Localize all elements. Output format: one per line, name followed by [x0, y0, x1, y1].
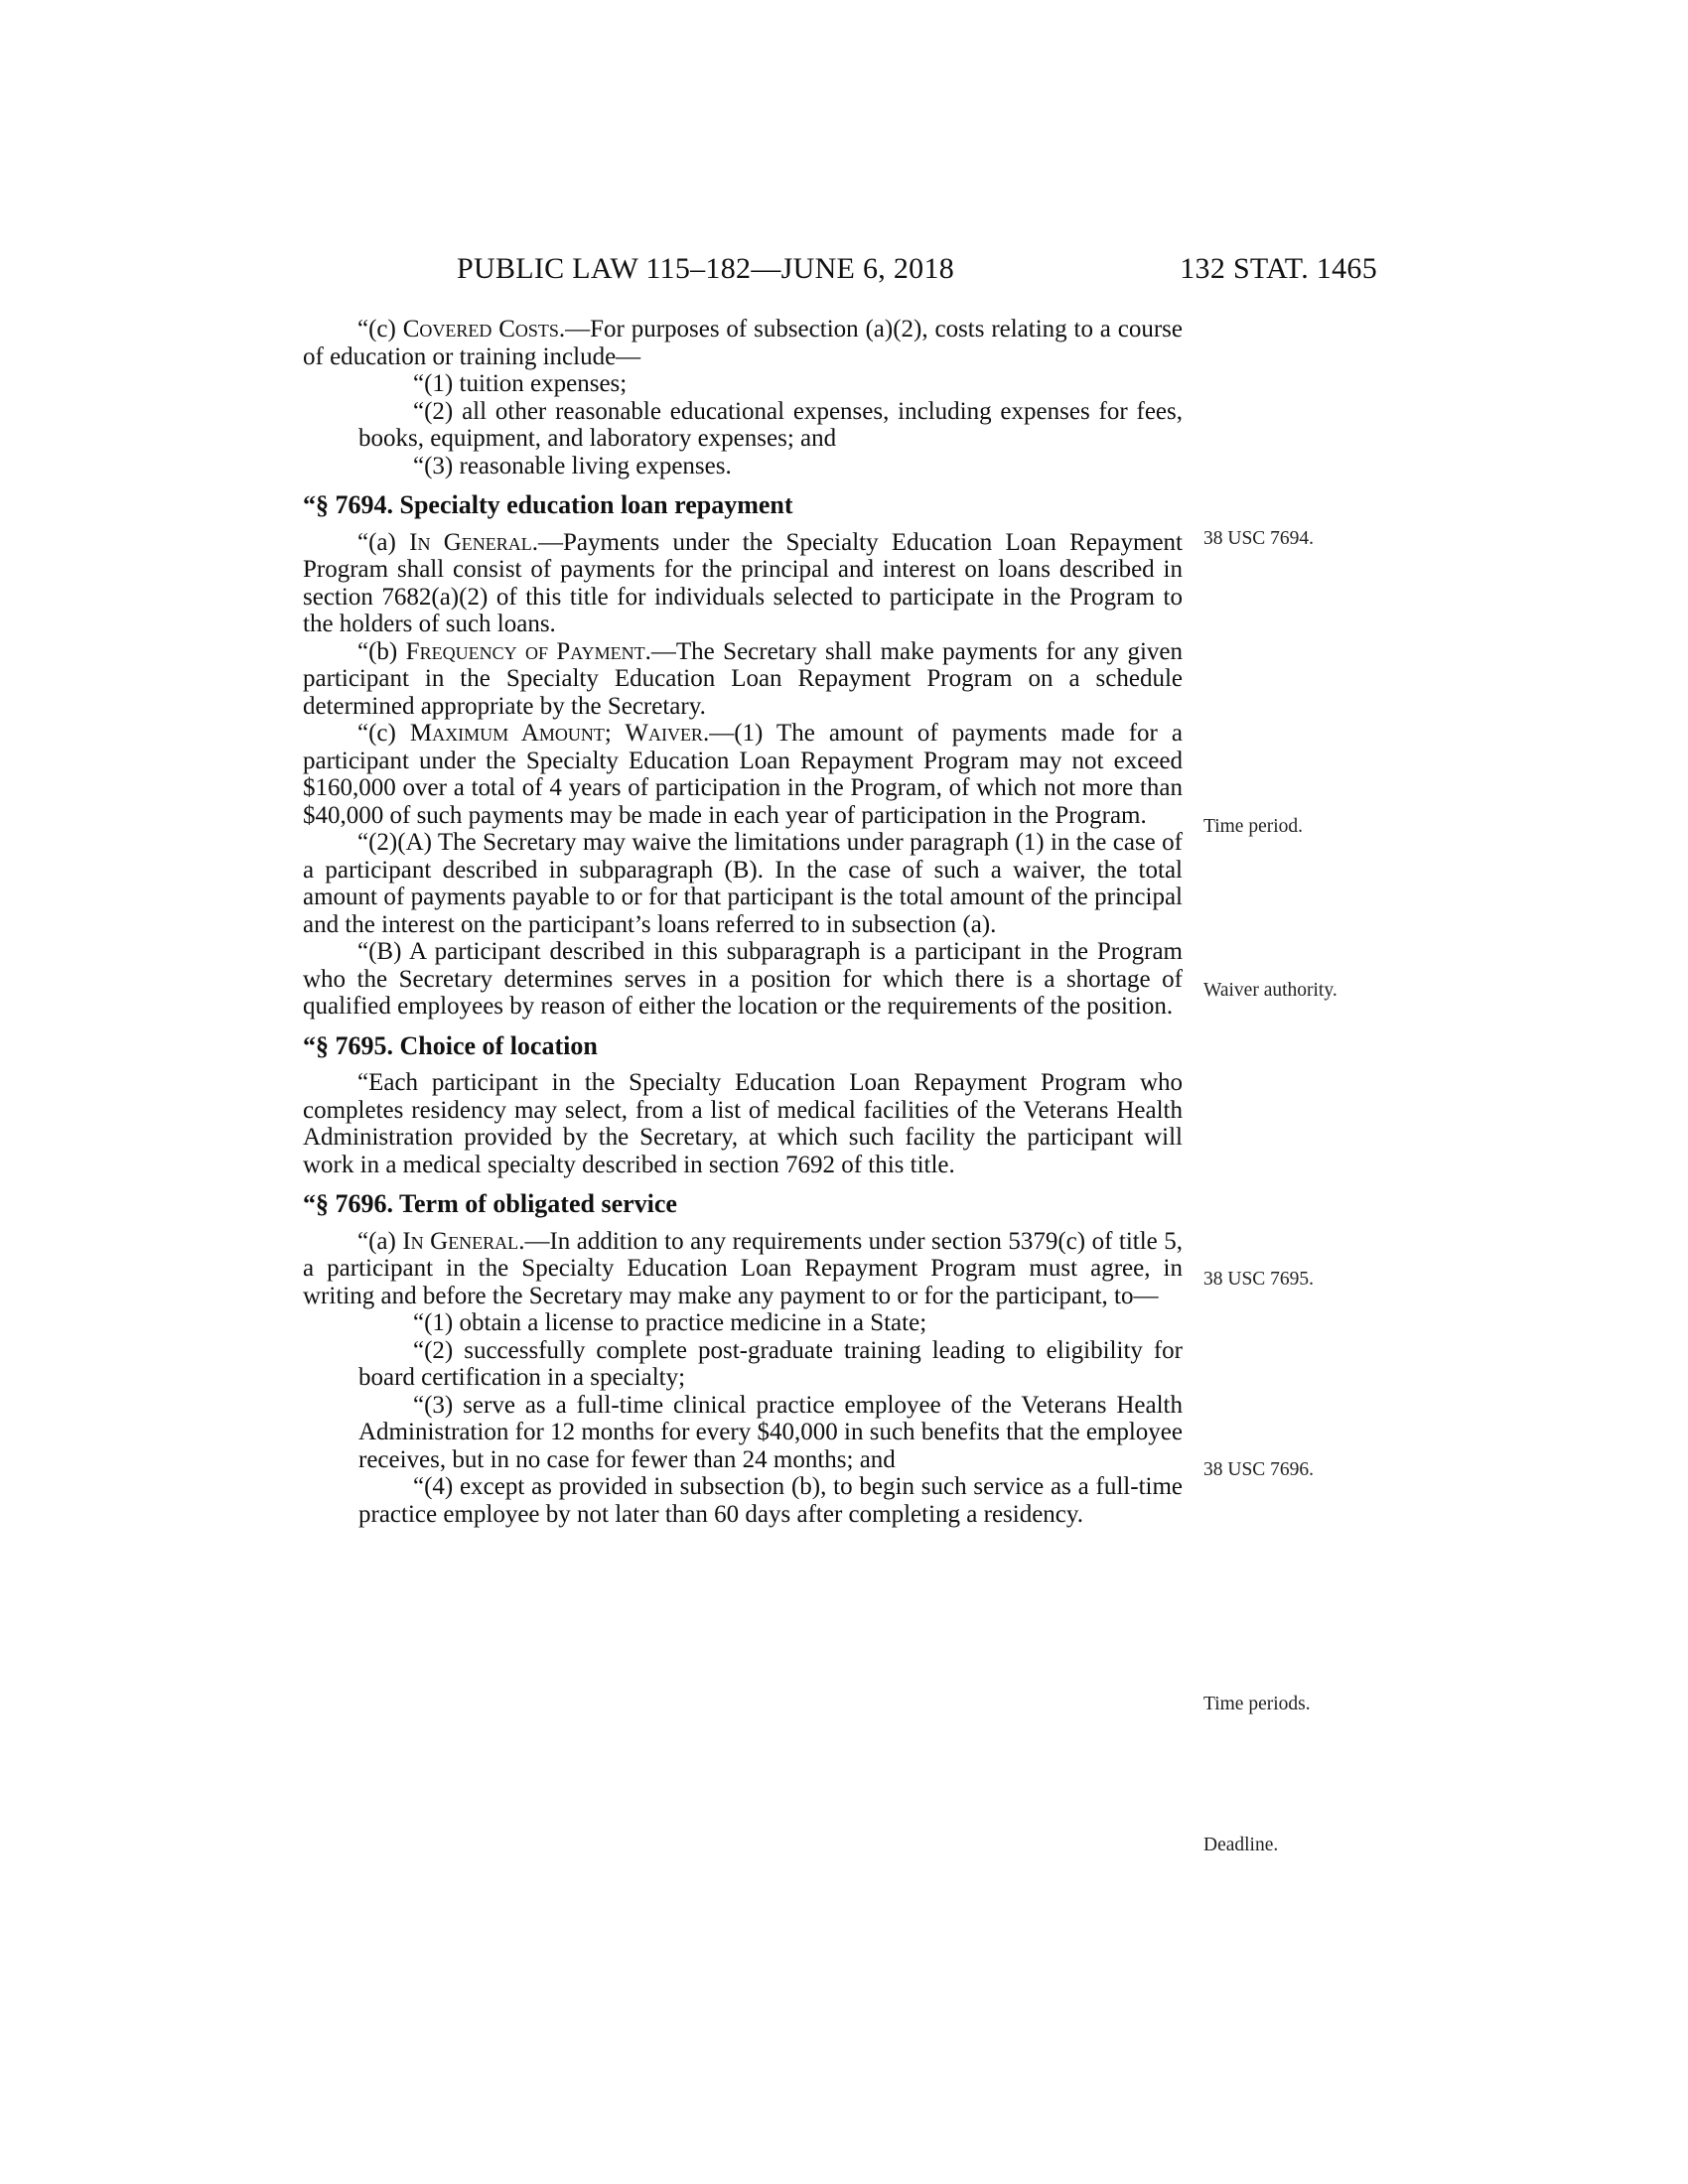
running-header — [303, 252, 1377, 292]
statute-body — [303, 316, 1183, 1528]
margin-note-time-periods: Time periods. — [1203, 1694, 1311, 1714]
caption-frequency-of-payment: Frequency of Payment — [405, 637, 645, 665]
list-item: “(1) obtain a license to practice medicine in a State; — [413, 1309, 927, 1336]
paragraph-7694-a: “(a) In General.—Payments under the Specialty Education Loan Repayment Program shall consist of payments for the principal and interest on loans described in section 7682(a)(2) of this title for individuals selected to participate in the Program to the holders of such loans. — [303, 528, 1183, 637]
margin-note-usc-7694: 38 USC 7694. — [1203, 528, 1315, 549]
paragraph-7695: “Each participant in the Specialty Education Loan Repayment Program who completes residency may select, from a list of medical facilities of the Veterans Health Administration provided by the Secretary, at which such facility the participant will work in a medical specialty described in section 7692 of this title. — [303, 1069, 1183, 1178]
section-heading-7694: “§ 7694. Specialty education loan repayment — [303, 490, 793, 519]
margin-note-deadline: Deadline. — [1203, 1835, 1279, 1855]
paragraph-7694-c: “(c) Maximum Amount; Waiver.—(1) The amount of payments made for a participant under the Specialty Education Loan Repayment Program may not exceed $160,000 over a total of 4 years of participation in the Program, of which not more than $40,000 of such payments may be made in each year of participation in the Program. — [303, 720, 1184, 829]
margin-note-time-period: Time period. — [1203, 816, 1304, 837]
list-item: “(2) successfully complete post-graduate training leading to eligibility for board certification in a specialty; — [358, 1336, 1183, 1391]
list-item: “(4) except as provided in subsection (b), to begin such service as a full-time practice employee by not later than 60 days after completing a residency. — [358, 1473, 1183, 1528]
margin-note-usc-7696: 38 USC 7696. — [1203, 1459, 1315, 1480]
margin-note-usc-7695: 38 USC 7695. — [1203, 1269, 1315, 1290]
section-heading-7695: “§ 7695. Choice of location — [303, 1030, 598, 1060]
list-item: “(3) reasonable living expenses. — [413, 452, 732, 479]
margin-note-waiver-authority: Waiver authority. — [1203, 980, 1337, 1001]
paragraph-7694-c-2-a: “(2)(A) The Secretary may waive the limitations under paragraph (1) in the case of a participant described in subparagraph (B). In the case of such a waiver, the total amount of payments payable to or for that participant is the total amount of the principal and the interest on the participant’s loans referred to in subsection (a). — [303, 829, 1183, 938]
caption-in-general: In General — [409, 528, 532, 556]
list-item: “(1) tuition expenses; — [413, 370, 628, 397]
paragraph-7694-b: “(b) Frequency of Payment.—The Secretary shall make payments for any given participant in the Specialty Education Loan Repayment Program on a schedule determined appropriate by the Secretary. — [303, 637, 1184, 720]
header-page-reference: 132 STAT. 1465 — [1180, 252, 1377, 285]
header-title: PUBLIC LAW 115–182—JUNE 6, 2018 — [457, 252, 955, 285]
list-item: “(2) all other reasonable educational expenses, including expenses for fees, books, equipment, and laboratory expenses; and — [358, 397, 1183, 452]
section-heading-7696: “§ 7696. Term of obligated service — [303, 1189, 677, 1218]
caption-maximum-amount-waiver: Maximum Amount; Waiver — [409, 720, 703, 747]
paragraph-covered-costs: “(c) Covered Costs.—For purposes of subsection (a)(2), costs relating to a course of education or training include— — [303, 316, 1183, 370]
caption-covered-costs: Covered Costs — [402, 316, 559, 342]
caption-in-general: In General — [402, 1227, 519, 1255]
paragraph-7694-c-2-b: “(B) A participant described in this subparagraph is a participant in the Program who the Secretary determines serves in a position for which there is a shortage of qualified employees by reason of either the location or the requirements of the position. — [303, 938, 1183, 1020]
paragraph-7696-a: “(a) In General.—In addition to any requirements under section 5379(c) of title 5, a participant in the Specialty Education Loan Repayment Program must agree, in writing and before the Secretary may make any payment to or for the participant, to— — [303, 1227, 1183, 1309]
list-item: “(3) serve as a full-time clinical practice employee of the Veterans Health Administration for 12 months for every $40,000 in such benefits that the employee receives, but in no case for fewer than 24 months; and — [358, 1391, 1183, 1473]
